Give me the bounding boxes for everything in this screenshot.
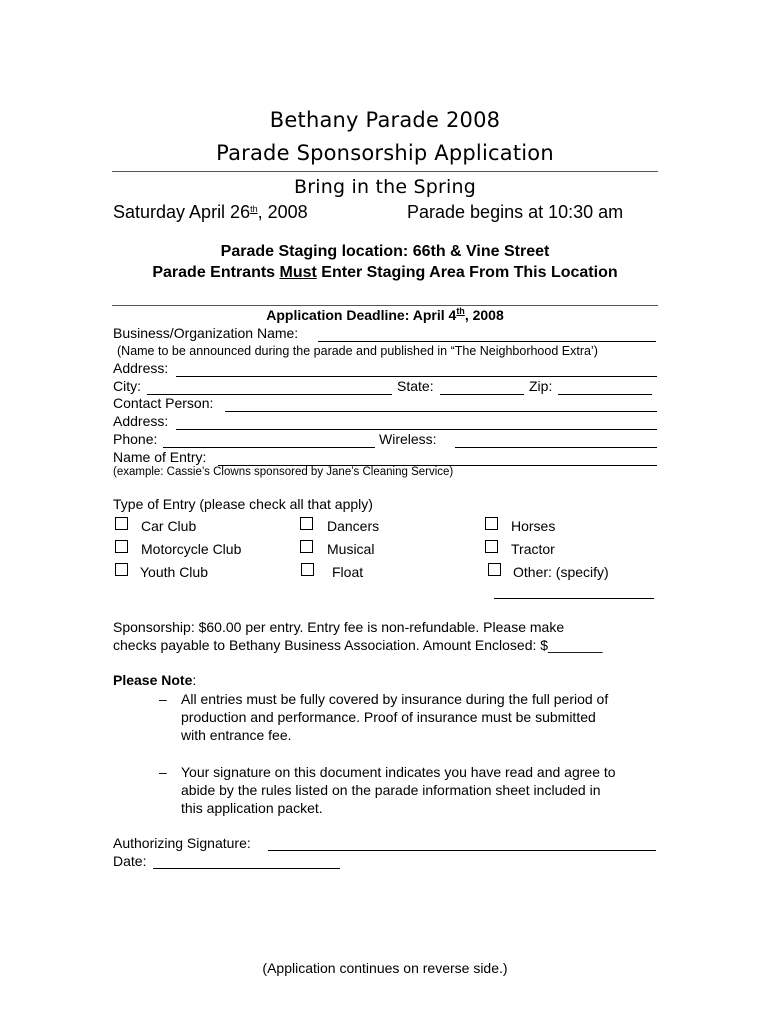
application-deadline: Application Deadline: April 4th, 2008 <box>266 306 504 323</box>
staging-notice: Parade Entrants Must Enter Staging Area From This Location <box>152 264 618 281</box>
parade-start-time: Parade begins at 10:30 am <box>407 202 624 222</box>
state-field[interactable] <box>440 394 524 395</box>
page-title: Bethany Parade 2008 <box>269 108 501 132</box>
note1-line3: with entrance fee. <box>181 727 292 743</box>
city-label: City: <box>113 378 141 394</box>
entry-name-label: Name of Entry: <box>113 449 207 465</box>
horses-label: Horses <box>511 518 556 534</box>
authorizing-signature-field[interactable] <box>268 850 656 851</box>
other-checkbox[interactable] <box>488 563 501 576</box>
business-name-label: Business/Organization Name: <box>113 325 299 341</box>
zip-label: Zip: <box>529 378 553 394</box>
business-name-field[interactable] <box>318 341 656 342</box>
car-club-checkbox[interactable] <box>115 517 128 530</box>
contact-address-field[interactable] <box>176 429 657 430</box>
other-specify-field[interactable] <box>494 598 654 599</box>
zip-field[interactable] <box>558 394 652 395</box>
note2-line2: abide by the rules listed on the parade information sheet included in <box>181 782 601 798</box>
phone-field[interactable] <box>163 447 375 448</box>
wireless-label: Wireless: <box>379 431 437 447</box>
date-label: Date: <box>113 853 147 869</box>
section-divider <box>112 305 658 306</box>
note1-line1: All entries must be fully covered by insurance during the full period of <box>181 691 609 707</box>
notes-heading: Please Note: <box>113 672 197 688</box>
parade-date: Saturday April 26th, 2008 <box>113 202 308 222</box>
footer-note: (Application continues on reverse side.) <box>262 960 508 976</box>
phone-label: Phone: <box>113 431 158 447</box>
horses-checkbox[interactable] <box>485 517 498 530</box>
dancers-label: Dancers <box>327 518 380 534</box>
contact-person-field[interactable] <box>225 411 657 412</box>
motorcycle-club-checkbox[interactable] <box>115 540 128 553</box>
contact-person-label: Contact Person: <box>113 395 214 411</box>
wireless-field[interactable] <box>455 447 657 448</box>
tractor-checkbox[interactable] <box>485 540 498 553</box>
address-label: Address: <box>113 360 169 376</box>
musical-checkbox[interactable] <box>300 540 313 553</box>
contact-address-label: Address: <box>113 413 169 429</box>
car-club-label: Car Club <box>141 518 197 534</box>
address-field[interactable] <box>176 376 657 377</box>
entry-name-example: (example: Cassie’s Clowns sponsored by Jane’s Cleaning Service) <box>113 466 454 478</box>
note-bullet-2: – <box>159 764 167 780</box>
tractor-label: Tractor <box>511 541 555 557</box>
note1-line2: production and performance. Proof of insurance must be submitted <box>181 709 596 725</box>
sponsorship-text-line1: Sponsorship: $60.00 per entry. Entry fee is non-refundable. Please make <box>113 619 565 635</box>
business-name-note: (Name to be announced during the parade and published in “The Neighborhood Extra’) <box>117 344 598 358</box>
note-bullet-1: – <box>159 691 167 707</box>
form-title: Parade Sponsorship Application <box>216 141 554 165</box>
staging-location: Parade Staging location: 66th & Vine Street <box>220 243 550 260</box>
youth-club-checkbox[interactable] <box>115 563 128 576</box>
float-checkbox[interactable] <box>301 563 314 576</box>
entry-type-heading: Type of Entry (please check all that apply) <box>113 496 373 512</box>
parade-theme: Bring in the Spring <box>294 176 476 198</box>
note2-line1: Your signature on this document indicates you have read and agree to <box>181 764 616 780</box>
other-label: Other: (specify) <box>513 564 609 580</box>
sponsorship-text-line2: checks payable to Bethany Business Association. Amount Enclosed: $_______ <box>113 637 603 653</box>
musical-label: Musical <box>327 541 375 557</box>
youth-club-label: Youth Club <box>140 564 208 580</box>
dancers-checkbox[interactable] <box>300 517 313 530</box>
title-divider <box>112 171 658 172</box>
note2-line3: this application packet. <box>181 800 323 816</box>
float-label: Float <box>332 564 364 580</box>
state-label: State: <box>397 378 434 394</box>
motorcycle-club-label: Motorcycle Club <box>141 541 242 557</box>
authorizing-signature-label: Authorizing Signature: <box>113 835 251 851</box>
date-field[interactable] <box>153 868 340 869</box>
